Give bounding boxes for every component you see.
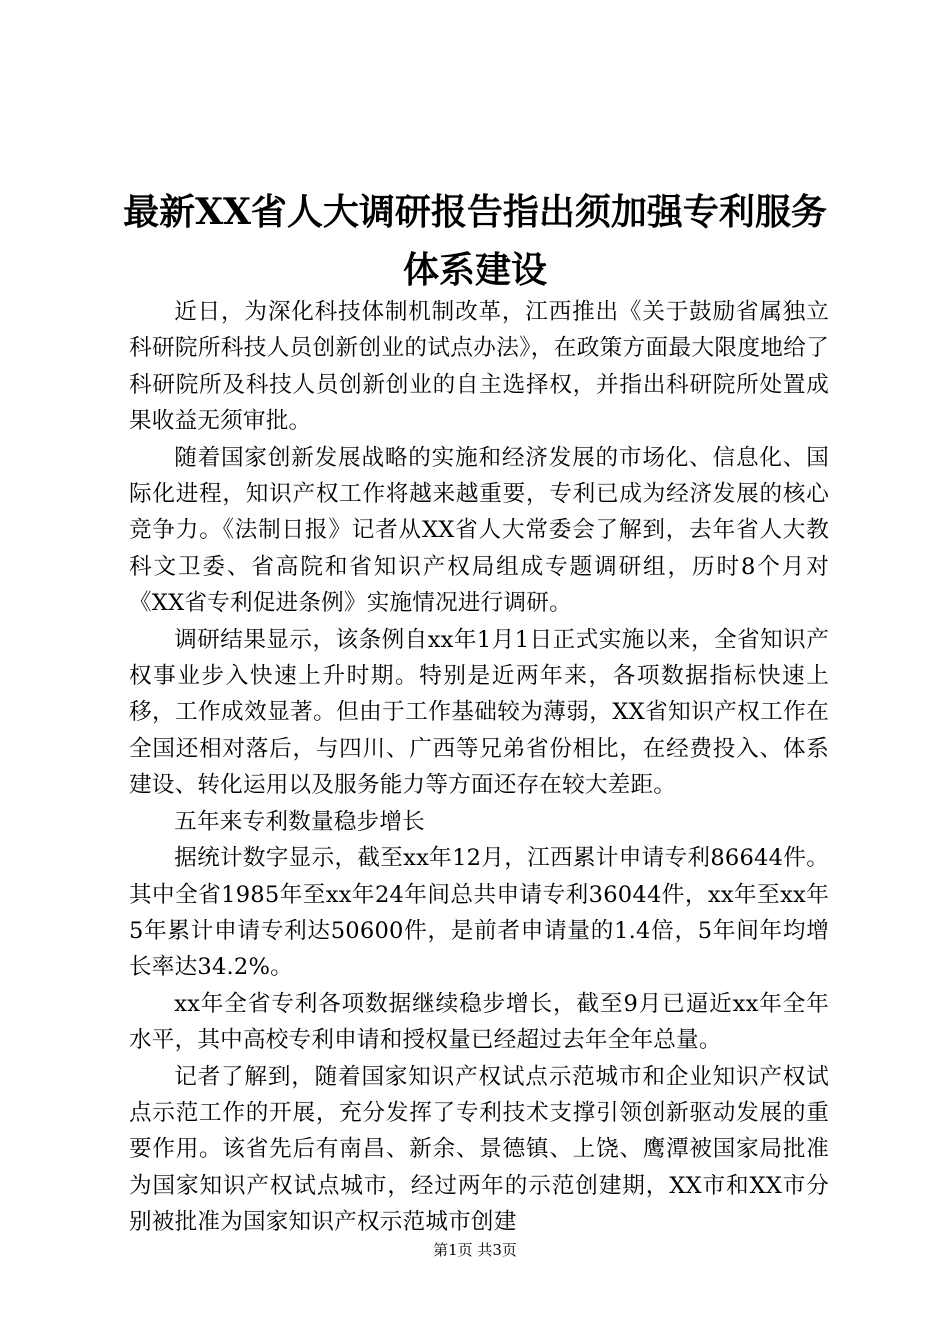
document-title-line-2: 体系建设: [402, 249, 547, 291]
paragraph: 记者了解到，随着国家知识产权试点示范城市和企业知识产权试点示范工作的开展，充分发挥了专利技术支撑引领创新驱动发展的重要作用。该省先后有南昌、新余、景德镇、上饶、鹰潭被国家局批准为国家知识产权试点城市，经过两年的示范创建期，XX市和XX市分别被批准为国家知识产权示范城市创建: [129, 1063, 829, 1236]
paragraph: xx年全省专利各项数据继续稳步增长，截至9月已逼近xx年全年水平，其中高校专利申请和授权量已经超过去年全年总量。: [129, 990, 829, 1054]
paragraph: 据统计数字显示，截至xx年12月，江西累计申请专利86644件。其中全省1985年至xx年24年间总共申请专利36044件，xx年至xx年5年累计申请专利达50600件，是前者申请量的1.4倍，5年间年均增长率达34.2%。: [129, 845, 829, 981]
paragraph: 调研结果显示，该条例自xx年1月1日正式实施以来，全省知识产权事业步入快速上升时期。特别是近两年来，各项数据指标快速上移，工作成效显著。但由于工作基础较为薄弱，XX省知识产权工作在全国还相对落后，与四川、广西等兄弟省份相比，在经费投入、体系建设、转化运用以及服务能力等方面还存在较大差距。: [129, 626, 829, 799]
document-title-line-1: 最新XX省人大调研报告指出须加强专利服务: [123, 191, 827, 233]
section-heading: 五年来专利数量稳步增长: [174, 808, 425, 835]
document-body: [129, 294, 829, 1241]
paragraph: 近日，为深化科技体制机制改革，江西推出《关于鼓励省属独立科研院所科技人员创新创业的试点办法》，在政策方面最大限度地给了科研院所及科技人员创新创业的自主选择权，并指出科研院所处置成果收益无须审批。: [129, 299, 829, 435]
page-number-footer: 第1页 共3页: [433, 1241, 517, 1259]
paragraph: 随着国家创新发展战略的实施和经济发展的市场化、信息化、国际化进程，知识产权工作将越来越重要，专利已成为经济发展的核心竞争力。《法制日报》记者从XX省人大常委会了解到，去年省人大教科文卫委、省高院和省知识产权局组成专题调研组，历时8个月对《XX省专利促进条例》实施情况进行调研。: [129, 444, 829, 617]
